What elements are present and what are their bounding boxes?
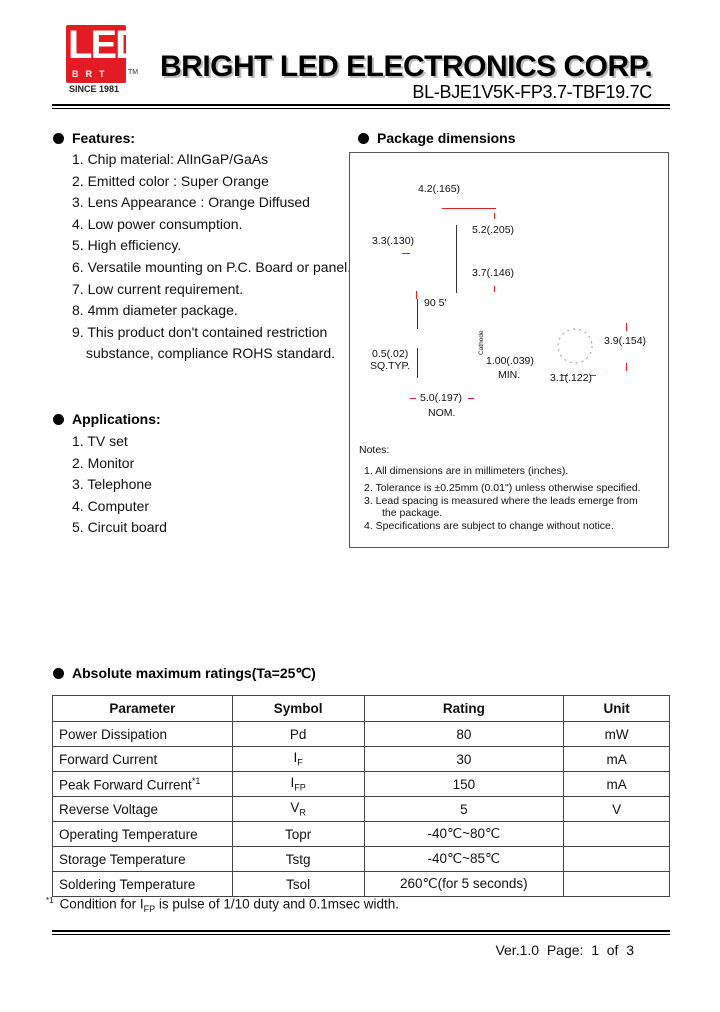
symbol-text: V	[290, 800, 300, 816]
table-row	[53, 872, 670, 897]
applications-list	[72, 431, 167, 539]
cathode-label: Cathode	[478, 330, 485, 355]
list-item: 2. Monitor	[72, 454, 135, 471]
dim-label: MIN.	[498, 369, 521, 381]
dimension-line	[402, 253, 410, 254]
bullet-icon	[358, 133, 369, 144]
logo-trademark: TM	[128, 69, 139, 76]
table-header-row	[53, 696, 670, 722]
logo-sub: BRT	[72, 69, 112, 79]
unit-cell: mW	[564, 722, 670, 747]
ratings-table	[52, 695, 670, 897]
symbol-subscript: R	[299, 807, 306, 818]
note-item: 4. Specifications are subject to change without notice.	[364, 520, 614, 533]
list-item: 4. Computer	[72, 497, 150, 514]
dimension-tick	[494, 286, 495, 292]
lead-line	[417, 348, 418, 378]
dim-label: 90 5'	[424, 297, 447, 309]
symbol-cell: Tstg	[232, 847, 364, 872]
since-label: SINCE 1981	[69, 84, 120, 94]
list-item: substance, compliance ROHS standard.	[86, 345, 336, 362]
column-header: Unit	[564, 696, 670, 722]
list-item: 4. Low power consumption.	[72, 215, 243, 232]
bullet-icon	[53, 668, 64, 679]
dim-label: 3.9(.154)	[604, 335, 647, 347]
param-cell: Operating Temperature	[53, 822, 233, 847]
dim-label: 1.00(.039)	[486, 355, 534, 367]
applications-heading	[53, 411, 161, 427]
symbol-cell: Tsol	[232, 872, 364, 897]
symbol-text: I	[293, 750, 298, 766]
list-item: 6. Versatile mounting on P.C. Board or panel.	[72, 258, 352, 275]
dimension-tick	[410, 398, 416, 399]
rating-cell: 30	[364, 747, 564, 772]
table-row	[53, 772, 670, 797]
symbol-cell: Topr	[232, 822, 364, 847]
unit-cell: mA	[564, 772, 670, 797]
dimension-tick	[626, 323, 627, 331]
list-item: 7. Low current requirement.	[72, 280, 244, 297]
rating-cell: 260℃(for 5 seconds)	[364, 872, 564, 897]
list-item: 1. Chip material: AlInGaP/GaAs	[72, 151, 269, 167]
led-top-view-icon	[550, 321, 600, 371]
rating-cell: -40℃~85℃	[364, 847, 564, 872]
unit-cell	[564, 822, 670, 847]
column-header: Rating	[364, 696, 564, 722]
param-cell: Soldering Temperature	[53, 872, 233, 897]
header-divider-thin	[52, 108, 670, 109]
footer-divider	[52, 930, 670, 932]
features-title: Features:	[72, 130, 136, 146]
footer-divider-thin	[52, 934, 670, 935]
bullet-icon	[53, 133, 64, 144]
list-item: 1. TV set	[72, 433, 128, 449]
list-item: 2. Emitted color : Super Orange	[72, 172, 269, 189]
footnote-text-b: is pulse of 1/10 duty and 0.1msec width.	[155, 896, 400, 912]
unit-cell	[564, 872, 670, 897]
list-item: 3. Lens Appearance : Orange Diffused	[72, 194, 310, 211]
param-text: Peak Forward Current	[59, 777, 192, 793]
footnote	[46, 896, 400, 915]
features-heading	[53, 130, 135, 146]
page-indicator: Ver.1.0 Page: 1 of 3	[495, 942, 634, 958]
unit-cell: mA	[564, 747, 670, 772]
symbol-cell	[232, 772, 364, 797]
table-row	[53, 847, 670, 872]
footnote-marker: *1	[191, 775, 201, 786]
dimension-tick	[626, 363, 627, 371]
logo-letters: LED	[68, 23, 142, 67]
symbol-subscript: FP	[294, 782, 306, 793]
led-outline	[456, 263, 457, 293]
dim-label: 4.2(.165)	[418, 183, 461, 195]
symbol-cell: Pd	[232, 722, 364, 747]
column-header: Parameter	[53, 696, 233, 722]
rating-cell: 150	[364, 772, 564, 797]
ratings-heading	[53, 665, 316, 682]
dimension-line	[442, 208, 496, 209]
footnote-subscript: FP	[143, 904, 156, 915]
package-drawing	[349, 152, 669, 548]
part-number: BL-BJE1V5K-FP3.7-TBF19.7C	[412, 82, 652, 102]
list-item: 3. Telephone	[72, 476, 152, 493]
column-header: Symbol	[232, 696, 364, 722]
list-item: 9. This product don't contained restriction	[72, 323, 328, 340]
unit-cell: V	[564, 797, 670, 822]
rating-cell: -40℃~80℃	[364, 822, 564, 847]
unit-cell	[564, 847, 670, 872]
features-list	[72, 149, 351, 365]
company-name: BRIGHT LED ELECTRONICS CORP.	[160, 50, 653, 83]
notes-title: Notes:	[359, 444, 390, 456]
company-logo	[66, 23, 142, 89]
list-item: 5. Circuit board	[72, 519, 167, 536]
dim-label: NOM.	[428, 407, 456, 419]
table-row	[53, 722, 670, 747]
symbol-text: I	[290, 775, 295, 791]
dimension-tick	[416, 291, 417, 299]
footnote-text-a: Condition for I	[59, 896, 144, 912]
dim-label: 5.0(.197)	[420, 392, 463, 404]
dim-label: 3.3(.130)	[372, 235, 415, 247]
rating-cell: 5	[364, 797, 564, 822]
param-cell: Storage Temperature	[53, 847, 233, 872]
table-row	[53, 797, 670, 822]
dimension-tick	[494, 213, 495, 219]
note-item: 3. Lead spacing is measured where the leads emerge from	[364, 494, 638, 507]
table-row	[53, 822, 670, 847]
dim-label: 3.7(.146)	[472, 267, 515, 279]
header-divider	[52, 104, 670, 106]
dimension-tick	[468, 398, 474, 399]
param-cell: Reverse Voltage	[53, 797, 233, 822]
footnote-marker: *1	[46, 896, 54, 905]
lead-line	[417, 299, 418, 329]
note-item: 1. All dimensions are in millimeters (inches).	[364, 465, 569, 477]
param-cell: Power Dissipation	[53, 722, 233, 747]
list-item: 8. 4mm diameter package.	[72, 302, 238, 319]
param-cell	[53, 772, 233, 797]
package-heading	[358, 130, 516, 146]
applications-title: Applications:	[72, 411, 161, 427]
note-item: the package.	[382, 507, 443, 520]
dim-label: 3.1(.122)	[550, 372, 593, 384]
notes-list	[364, 465, 641, 533]
symbol-subscript: F	[297, 757, 303, 768]
param-cell: Forward Current	[53, 747, 233, 772]
symbol-cell	[232, 797, 364, 822]
bullet-icon	[53, 414, 64, 425]
ratings-title: Absolute maximum ratings(Ta=25℃)	[72, 665, 316, 681]
dim-label: 5.2(.205)	[472, 224, 515, 236]
dim-label: 0.5(.02)	[372, 348, 409, 360]
note-item: 2. Tolerance is ±0.25mm (0.01") unless otherwise specified.	[364, 481, 641, 494]
rating-cell: 80	[364, 722, 564, 747]
list-item: 5. High efficiency.	[72, 237, 182, 254]
table-row	[53, 747, 670, 772]
symbol-cell	[232, 747, 364, 772]
package-title: Package dimensions	[377, 130, 516, 146]
dim-label: SQ.TYP.	[370, 360, 411, 372]
